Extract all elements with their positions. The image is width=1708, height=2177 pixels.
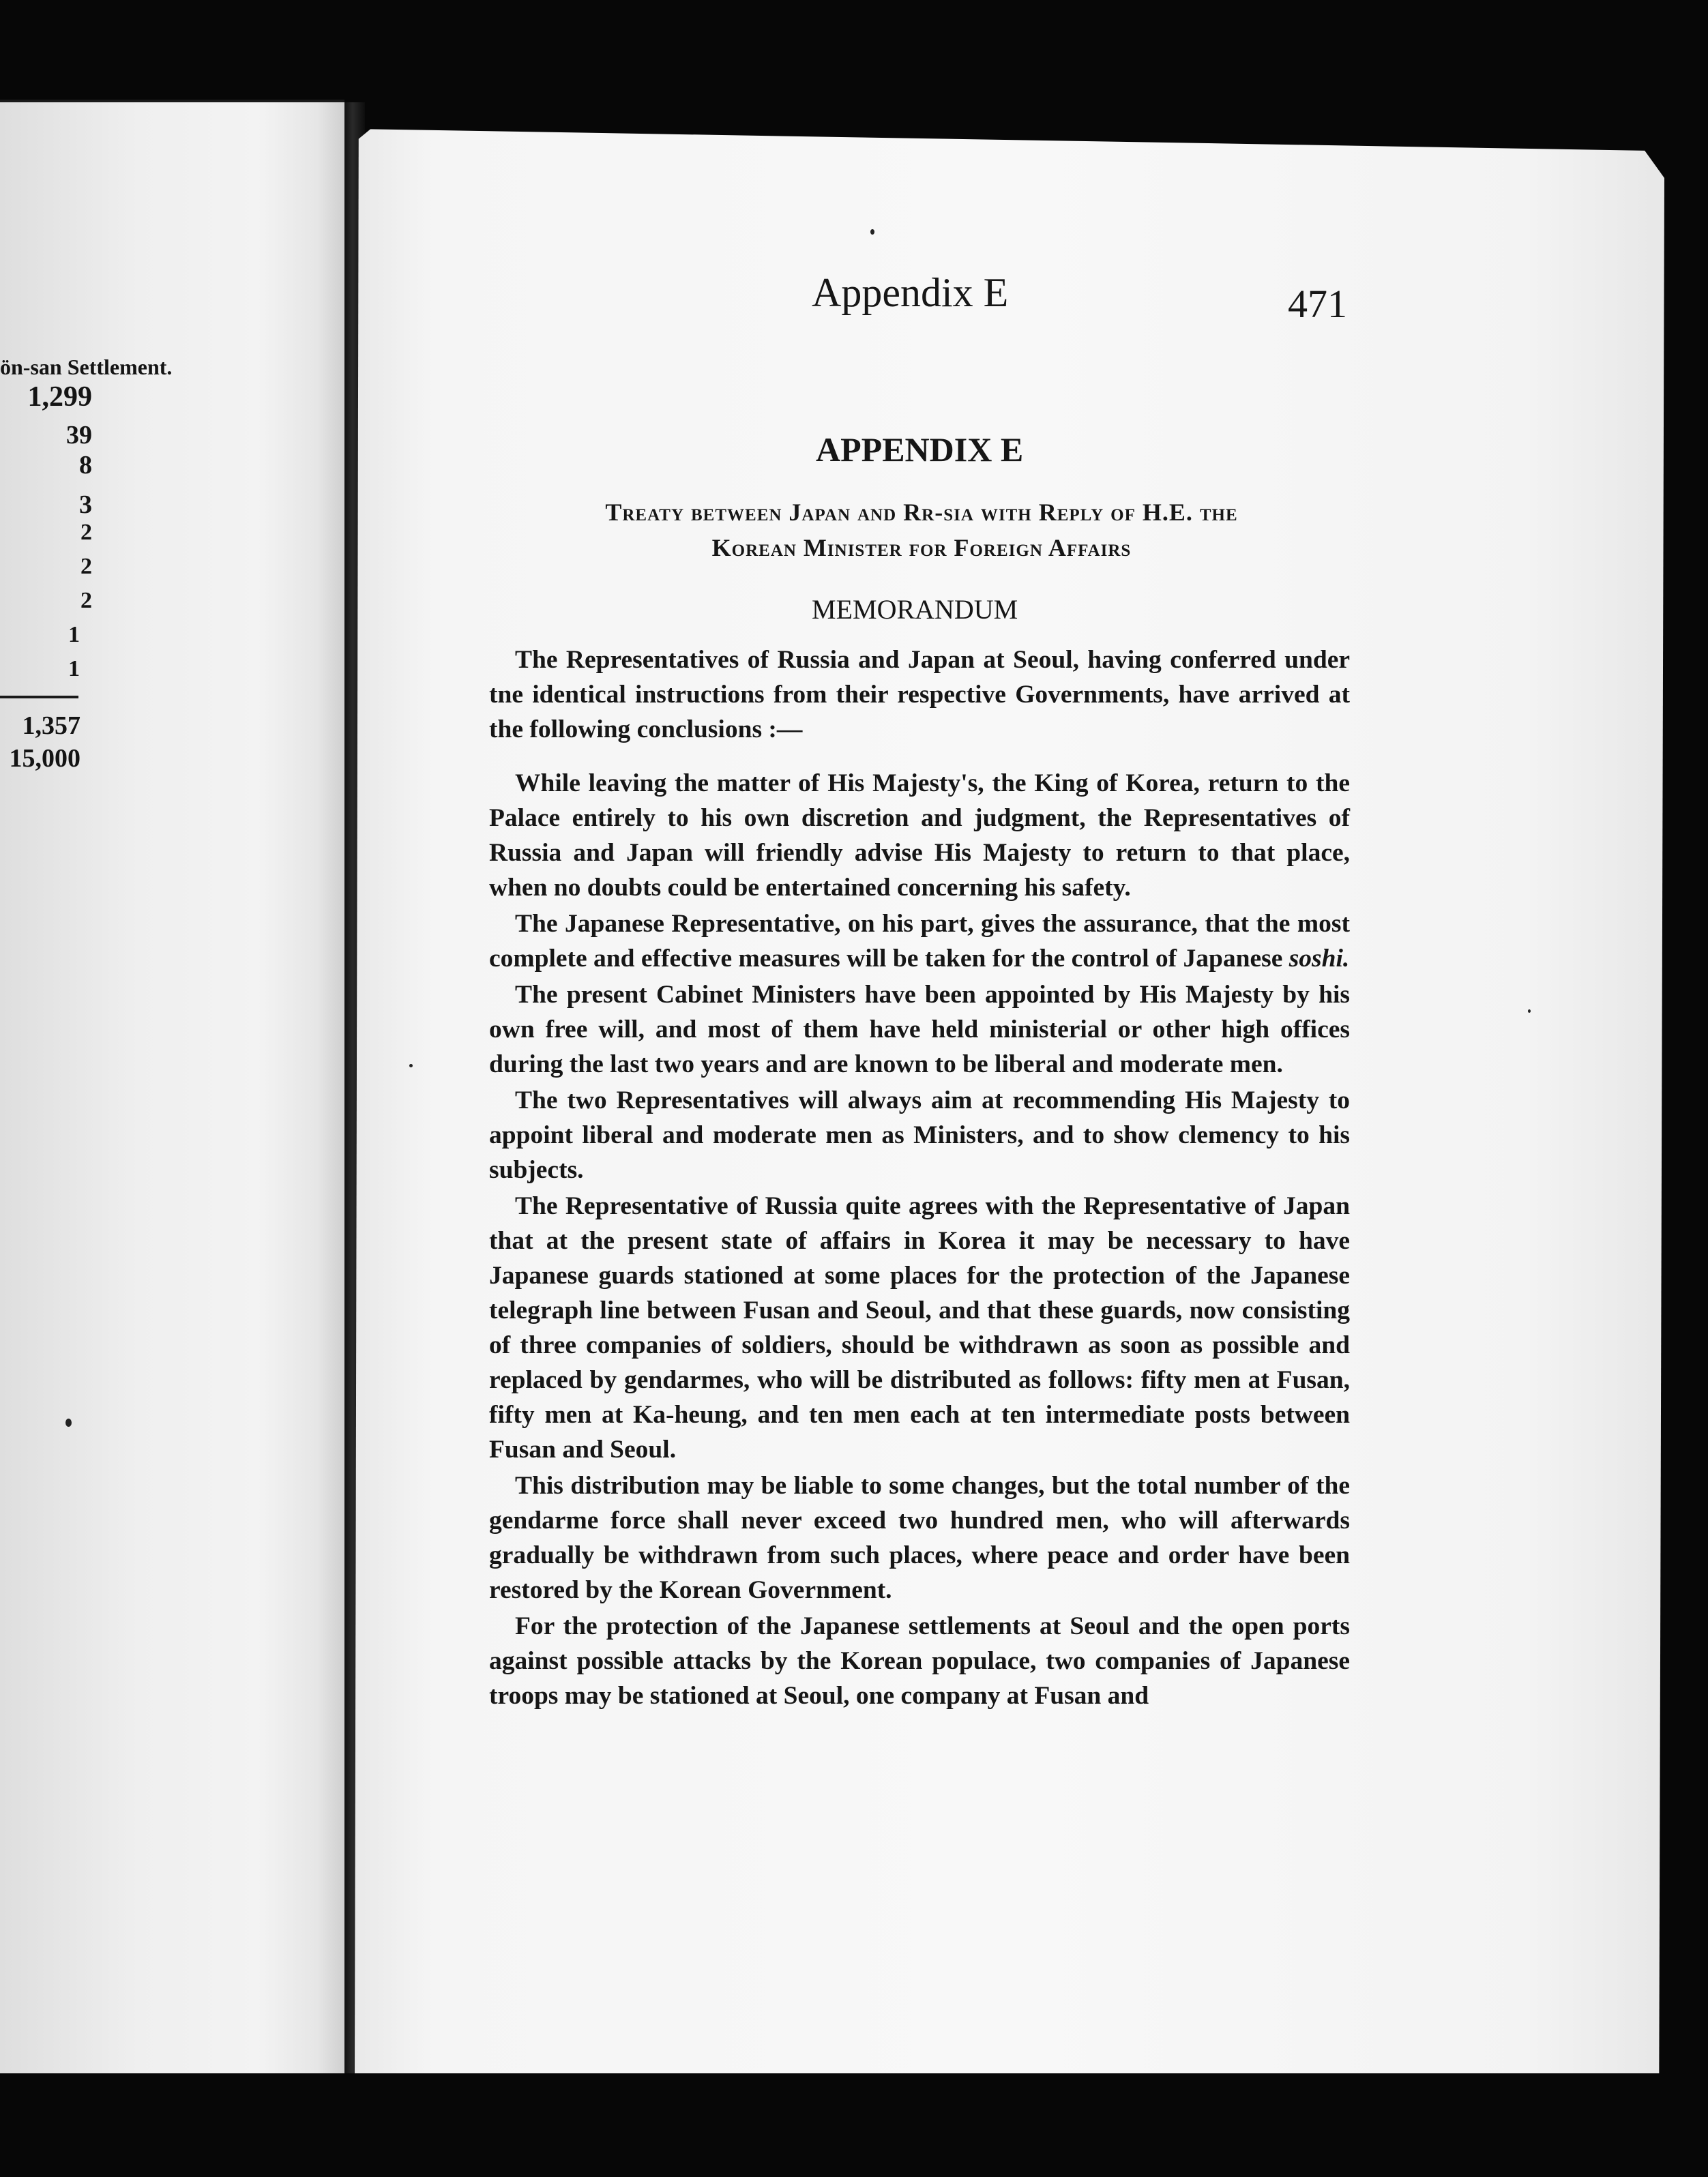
memorandum-heading: MEMORANDUM xyxy=(812,594,1018,625)
scan-speck xyxy=(409,1064,413,1067)
treaty-heading-line-2: Korean Minister for Foreign Affairs xyxy=(711,534,1132,561)
left-total: 1,357 xyxy=(22,711,80,740)
left-number: 1 xyxy=(68,656,80,681)
appendix-title: APPENDIX E xyxy=(816,430,1024,469)
memorandum-intro xyxy=(489,642,1350,748)
body-paragraph: While leaving the matter of His Majesty's, the King of Korea, return to the Palace entirely to his own discretion and judgment, the Representatives of Russia and Japan will friendly advise His Majesty to return to that place, when no doubts could be entertained concerning his safety. xyxy=(489,769,1350,902)
soshi-italic: soshi. xyxy=(1289,945,1350,973)
left-number: 2 xyxy=(80,520,92,545)
body-paragraph xyxy=(489,906,1350,976)
body-paragraph-text: The Japanese Representative, on his part, gives the assurance, that the most complete and effective measures will be taken for the control of Japanese xyxy=(489,910,1350,973)
left-number: 1,299 xyxy=(27,381,92,413)
left-number: 2 xyxy=(80,588,92,613)
left-number: 39 xyxy=(66,421,92,449)
body-paragraph: The two Representatives will always aim at recommending His Majesty to appoint liberal and moderate men as Ministers, and to show clemency to his subjects. xyxy=(489,1086,1350,1184)
running-head: Appendix E xyxy=(812,270,1009,315)
page-number: 471 xyxy=(1288,282,1347,326)
body-paragraph: This distribution may be liable to some changes, but the total number of the gendarme force shall never exceed two hundred men, who will afterwards gradually be withdrawn from such places, where peace and order have been restored by the Korean Government. xyxy=(489,1472,1350,1604)
body-paragraph: The present Cabinet Ministers have been appointed by His Majesty by his own free will, and most of them have held ministerial or other high offices during the last two years and are known to be liberal and moderate men. xyxy=(489,981,1350,1078)
left-page-heading-fragment: ön-san Settlement. xyxy=(0,355,173,379)
scan-speck xyxy=(1528,1009,1531,1013)
left-page xyxy=(0,102,344,2073)
left-total-rule xyxy=(0,696,78,698)
memorandum-body xyxy=(489,766,1350,1715)
scan-speck xyxy=(870,229,874,235)
scan-speck xyxy=(65,1419,72,1427)
left-number: 2 xyxy=(80,554,92,579)
left-number: 8 xyxy=(79,451,92,479)
body-paragraph: For the protection of the Japanese settlements at Seoul and the open ports against possible attacks by the Korean populace, two companies of Japanese troops may be stationed at Seoul, one company at Fusan and xyxy=(489,1612,1350,1710)
intro-paragraph: The Representatives of Russia and Japan at Seoul, having conferred under tne identical instructions from their respective Governments, have arrived at the following conclusions :— xyxy=(489,646,1350,743)
left-number: 3 xyxy=(79,490,92,519)
left-number: 1 xyxy=(68,622,80,647)
left-total: 15,000 xyxy=(9,744,80,773)
treaty-heading-line-1: Treaty between Japan and Rr-sia with Reply of H.E. the xyxy=(605,499,1238,526)
body-paragraph: The Representative of Russia quite agrees with the Representative of Japan that at the present state of affairs in Korea it may be necessary to have Japanese guards stationed at some places for the protection of the Japanese telegraph line between Fusan and Seoul, and that these guards, now consisting of three companies of soldiers, should be withdrawn as soon as possible and replaced by gendarmes, who will be distributed as follows: fifty men at Fusan, fifty men at Ka-heung, and ten men each at ten intermediate posts between Fusan and Seoul. xyxy=(489,1192,1350,1464)
